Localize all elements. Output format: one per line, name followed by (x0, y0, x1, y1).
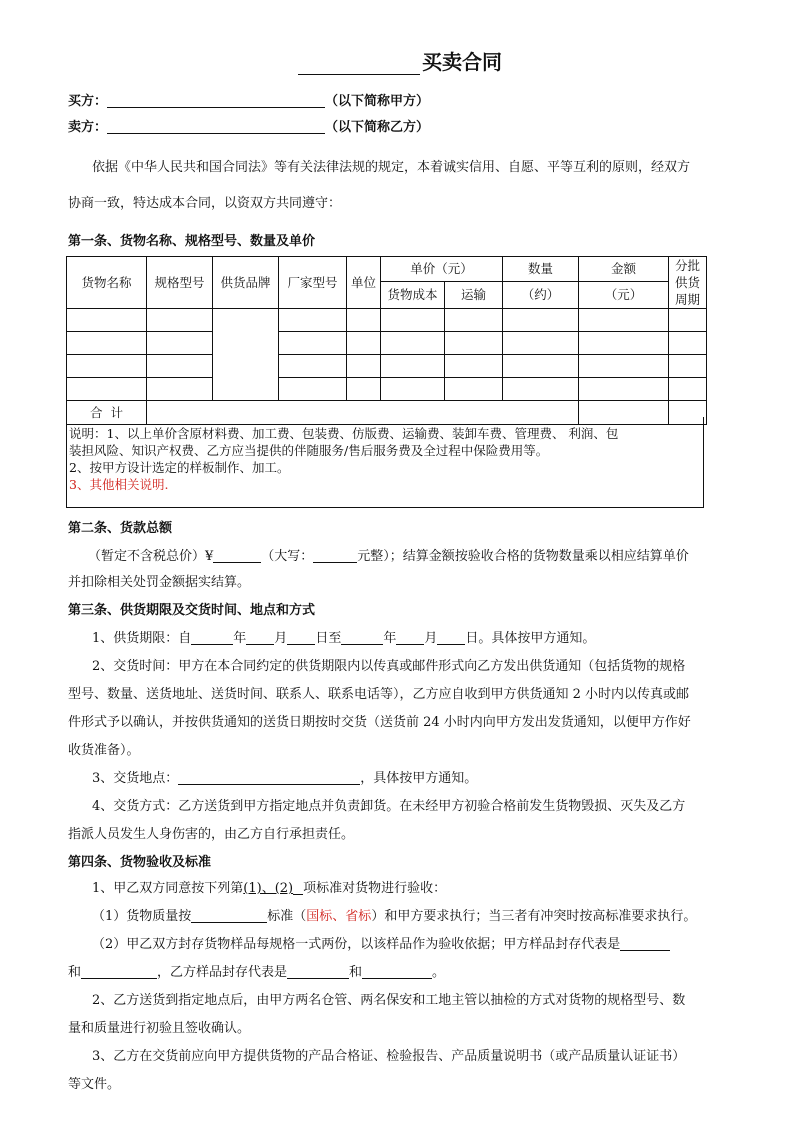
header-goods-name: 货物名称 (67, 257, 147, 309)
table-cell[interactable] (445, 309, 503, 332)
article-2-heading: 第二条、货款总额 (68, 521, 173, 536)
article-3-heading: 第三条、供货期限及交货时间、地点和方式 (68, 603, 316, 618)
buyer-suffix: （以下简称甲方） (325, 94, 430, 109)
documents-line-1: 3、乙方在交货前应向甲方提供货物的产品合格证、检验报告、产品质量说明书（或产品质量认证证书） (92, 1049, 686, 1064)
note-1a: 说明：1、以上单价含原材料费、加工费、包装费、仿版费、运输费、装卸车费、管理费、 利润、包 (69, 426, 619, 441)
header-amount: 金额 (579, 257, 669, 282)
total-price-field[interactable] (213, 547, 261, 563)
table-cell[interactable] (147, 332, 213, 355)
table-cell[interactable] (445, 332, 503, 355)
article-2-line-2: 并扣除相关处罚金额据实结算。 (68, 575, 251, 590)
table-cell[interactable] (347, 378, 381, 401)
table-cell[interactable] (579, 332, 669, 355)
header-quantity: 数量 (503, 257, 579, 282)
table-cell[interactable] (445, 378, 503, 401)
table-cell[interactable] (147, 309, 213, 332)
initial-inspection-line-1: 2、乙方送货到指定地点后，由甲方两名仓管、两名保安和工地主管以抽检的方式对货物的规格型号、数 (92, 993, 686, 1008)
header-unit: 单位 (347, 257, 381, 309)
title-blank[interactable] (298, 50, 420, 75)
documents-line-2: 等文件。 (68, 1077, 121, 1092)
inspection-items[interactable]: (1)、(2) (243, 881, 294, 896)
article-4-heading: 第四条、货物验收及标准 (68, 855, 212, 870)
inspection-line: 1、甲乙双方同意按下列第(1)、(2) 项标准对货物进行验收： (92, 881, 447, 896)
note-2: 2、按甲方设计选定的样板制作、加工。 (69, 460, 290, 475)
end-year-field[interactable] (341, 629, 383, 645)
title-text: 买卖合同 (422, 50, 502, 74)
seller-sample-rep-2-field[interactable] (362, 963, 432, 979)
table-cell[interactable] (669, 309, 707, 332)
quality-standard-line: （1）货物质量按 标准（国标、省标）和甲方要求执行；当三者有冲突时按高标准要求执行。 (92, 909, 697, 924)
table-cell[interactable] (381, 355, 445, 378)
header-quantity-approx: （约） (503, 281, 579, 308)
header-batch-period: 分批供货周期 (669, 257, 707, 309)
brand-merged-cell[interactable] (213, 309, 279, 401)
seller-line (68, 118, 429, 138)
header-goods-cost: 货物成本 (381, 281, 445, 308)
header-amount-unit: （元） (579, 281, 669, 308)
intro-line-1: 依据《中华人民共和国合同法》等有关法律法规的规定，本着诚实信用、自愿、平等互利的原则，经双方 (92, 160, 691, 175)
table-cell[interactable] (503, 355, 579, 378)
table-cell[interactable] (347, 309, 381, 332)
start-year-field[interactable] (191, 629, 233, 645)
table-row (67, 378, 707, 401)
table-cell[interactable] (503, 309, 579, 332)
table-cell[interactable] (67, 355, 147, 378)
table-cell[interactable] (347, 355, 381, 378)
header-model: 厂家型号 (279, 257, 347, 309)
table-cell[interactable] (445, 355, 503, 378)
table-cell[interactable] (579, 378, 669, 401)
delivery-time-line-1: 2、交货时间：甲方在本合同约定的供货期限内以传真或邮件形式向乙方发出供货通知（包括货物的规格 (92, 659, 686, 674)
table-cell[interactable] (503, 378, 579, 401)
supply-period-line: 1、供货期限：自 年 月 日至 年 月 日。具体按甲方通知。 (92, 631, 596, 646)
table-cell[interactable] (669, 355, 707, 378)
buyer-line (68, 92, 429, 112)
header-unit-price: 单价（元） (381, 257, 503, 282)
article-1-heading: 第一条、货物名称、规格型号、数量及单价 (68, 234, 316, 249)
table-cell[interactable] (147, 355, 213, 378)
total-price-words-field[interactable] (313, 547, 357, 563)
sample-line-2: 和 ，乙方样品封存代表是 和 。 (68, 965, 446, 980)
header-brand: 供货品牌 (213, 257, 279, 309)
table-cell[interactable] (669, 378, 707, 401)
start-day-field[interactable] (287, 629, 315, 645)
buyer-sample-rep-2-field[interactable] (81, 963, 157, 979)
delivery-place-field[interactable] (178, 769, 360, 785)
end-month-field[interactable] (396, 629, 424, 645)
table-cell[interactable] (67, 309, 147, 332)
initial-inspection-line-2: 量和质量进行初验且签收确认。 (68, 1021, 251, 1036)
delivery-method-line-2: 指派人员发生人身伤害的，由乙方自行承担责任。 (68, 827, 355, 842)
table-cell[interactable] (279, 355, 347, 378)
table-cell[interactable] (67, 378, 147, 401)
quality-standard-field[interactable] (191, 907, 267, 923)
buyer-sample-rep-1-field[interactable] (620, 935, 670, 951)
delivery-time-line-2: 型号、数量、送货地址、送货时间、联系人、联系电话等），乙方应自收到甲方供货通知 2 小时内以传真或邮 (68, 687, 690, 702)
table-cell[interactable] (669, 332, 707, 355)
contract-title (0, 46, 800, 75)
header-shipping: 运输 (445, 281, 503, 308)
table-cell[interactable] (279, 309, 347, 332)
table-cell[interactable] (347, 332, 381, 355)
note-1b: 装担风险、知识产权费、乙方应当提供的伴随服务/售后服务费及全过程中保险费用等。 (69, 443, 549, 458)
table-cell[interactable] (381, 309, 445, 332)
table-cell[interactable] (579, 309, 669, 332)
goods-table (66, 256, 707, 425)
start-month-field[interactable] (246, 629, 274, 645)
delivery-method-line-1: 4、交货方式：乙方送货到甲方指定地点并负责卸货。在未经甲方初验合格前发生货物毁损、灭失及乙方 (92, 799, 686, 814)
table-row (67, 309, 707, 332)
table-cell[interactable] (67, 332, 147, 355)
seller-field[interactable] (107, 118, 325, 134)
delivery-time-line-4: 收货准备）。 (68, 743, 140, 758)
table-cell[interactable] (147, 378, 213, 401)
seller-suffix: （以下简称乙方） (325, 120, 430, 135)
end-day-field[interactable] (437, 629, 465, 645)
header-spec: 规格型号 (147, 257, 213, 309)
seller-sample-rep-1-field[interactable] (287, 963, 349, 979)
total-label: 合 计 (67, 401, 147, 425)
buyer-label: 买方： (68, 94, 108, 109)
buyer-field[interactable] (107, 92, 325, 108)
national-provincial-standard: 国标、省标 (306, 909, 372, 924)
table-cell[interactable] (279, 378, 347, 401)
table-cell[interactable] (279, 332, 347, 355)
table-row (67, 332, 707, 355)
table-notes (66, 417, 704, 508)
table-cell[interactable] (381, 378, 445, 401)
sample-line-1: （2）甲乙双方封存货物样品每规格一式两份，以该样品作为验收依据；甲方样品封存代表是 (92, 933, 767, 952)
table-cell[interactable] (503, 332, 579, 355)
note-3: 3、其他相关说明. (69, 477, 169, 492)
article-2-line-1: （暂定不含税总价）¥ （大写： 元整）；结算金额按验收合格的货物数量乘以相应结算单价 (88, 549, 689, 564)
seller-label: 卖方： (68, 120, 108, 135)
table-cell[interactable] (381, 332, 445, 355)
intro-line-2: 协商一致，特达成本合同，以资双方共同遵守： (68, 196, 342, 211)
table-cell[interactable] (579, 355, 669, 378)
delivery-place-line: 3、交货地点： ，具体按甲方通知。 (92, 771, 478, 786)
delivery-time-line-3: 件形式予以确认，并按供货通知的送货日期按时交货（送货前 24 小时内向甲方发出发货通知，以便甲方作好 (68, 715, 691, 730)
table-row (67, 355, 707, 378)
